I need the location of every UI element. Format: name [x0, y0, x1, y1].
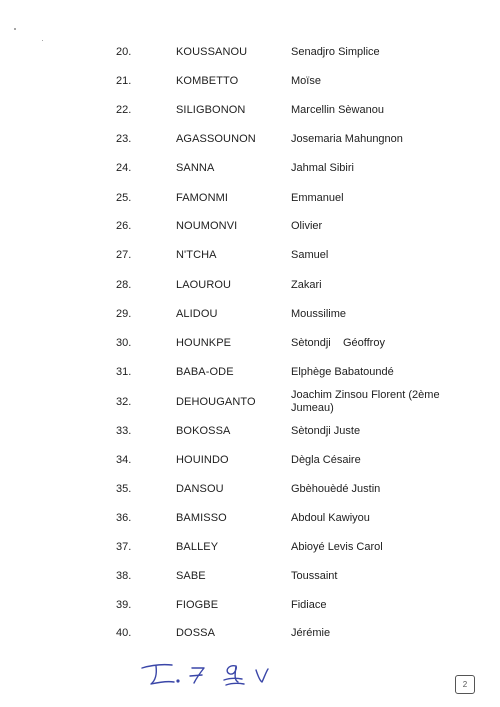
row-number: 25. [116, 192, 132, 204]
surname: BAMISSO [176, 512, 227, 524]
list-row [0, 541, 500, 563]
given-names: Abdoul Kawiyou [291, 512, 370, 524]
surname: DOSSA [176, 627, 216, 639]
surname: ALIDOU [176, 308, 218, 320]
given-names: Jahmal Sibiri [291, 162, 354, 174]
surname: FAMONMI [176, 192, 229, 204]
given-names: Zakari [291, 279, 322, 291]
surname: NOUMONVI [176, 220, 238, 232]
surname: SANNA [176, 162, 215, 174]
surname: SILIGBONON [176, 104, 246, 116]
list-row [0, 220, 500, 242]
list-row [0, 483, 500, 505]
given-names: Joachim Zinsou Florent (2ème Jumeau) [291, 389, 440, 414]
given-names: Toussaint [291, 570, 338, 582]
surname: N'TCHA [176, 249, 217, 261]
surname: BALLEY [176, 541, 219, 553]
row-number: 24. [116, 162, 132, 174]
surname: FIOGBE [176, 599, 219, 611]
surname: AGASSOUNON [176, 133, 256, 145]
row-number: 20. [116, 46, 132, 58]
surname: LAOUROU [176, 279, 232, 291]
given-names: Olivier [291, 220, 323, 232]
list-row [0, 192, 500, 214]
list-row [0, 599, 500, 621]
list-row [0, 627, 500, 649]
surname: BABA-ODE [176, 366, 234, 378]
given-names: Emmanuel [291, 192, 344, 204]
surname: DEHOUGANTO [176, 396, 256, 408]
scan-speck [42, 40, 43, 41]
row-number: 29. [116, 308, 132, 320]
list-row [0, 512, 500, 534]
given-names: Sètondji Juste [291, 425, 361, 437]
list-row [0, 249, 500, 271]
surname: DANSOU [176, 483, 224, 495]
list-row [0, 162, 500, 184]
surname: SABE [176, 570, 206, 582]
row-number: 38. [116, 570, 132, 582]
list-row [0, 366, 500, 388]
list-row [0, 570, 500, 592]
given-names: Samuel [291, 249, 329, 261]
surname: BOKOSSA [176, 425, 231, 437]
list-row [0, 279, 500, 301]
given-names: Sètondji Géoffroy [291, 337, 385, 349]
given-names: Elphège Babatoundé [291, 366, 394, 378]
row-number: 26. [116, 220, 132, 232]
row-number: 28. [116, 279, 132, 291]
list-row [0, 389, 500, 418]
given-names: Marcellin Sèwanou [291, 104, 384, 116]
list-row [0, 133, 500, 155]
handwritten-initials [138, 652, 288, 688]
given-names: Jérémie [291, 627, 331, 639]
row-number: 36. [116, 512, 132, 524]
given-names: Dègla Césaire [291, 454, 361, 466]
surname: KOMBETTO [176, 75, 239, 87]
list-row [0, 337, 500, 359]
given-names: Moussilime [291, 308, 347, 320]
surname: HOUINDO [176, 454, 229, 466]
page-number-box: 2 [455, 675, 475, 694]
row-number: 37. [116, 541, 132, 553]
list-row [0, 46, 500, 68]
list-row [0, 75, 500, 97]
scan-speck [14, 28, 16, 30]
row-number: 39. [116, 599, 132, 611]
given-names: Moïse [291, 75, 321, 87]
list-row [0, 104, 500, 126]
row-number: 27. [116, 249, 132, 261]
surname: KOUSSANOU [176, 46, 248, 58]
given-names: Josemaria Mahungnon [291, 133, 403, 145]
given-names: Gbèhouèdé Justin [291, 483, 381, 495]
list-row [0, 454, 500, 476]
surname: HOUNKPE [176, 337, 232, 349]
row-number: 32. [116, 396, 132, 408]
row-number: 30. [116, 337, 132, 349]
row-number: 35. [116, 483, 132, 495]
row-number: 22. [116, 104, 132, 116]
given-names: Fidiace [291, 599, 327, 611]
row-number: 23. [116, 133, 132, 145]
row-number: 33. [116, 425, 132, 437]
given-names: Abioyé Levis Carol [291, 541, 383, 553]
row-number: 21. [116, 75, 132, 87]
given-names: Senadjro Simplice [291, 46, 380, 58]
row-number: 31. [116, 366, 132, 378]
list-row [0, 425, 500, 447]
list-row [0, 308, 500, 330]
row-number: 34. [116, 454, 132, 466]
row-number: 40. [116, 627, 132, 639]
